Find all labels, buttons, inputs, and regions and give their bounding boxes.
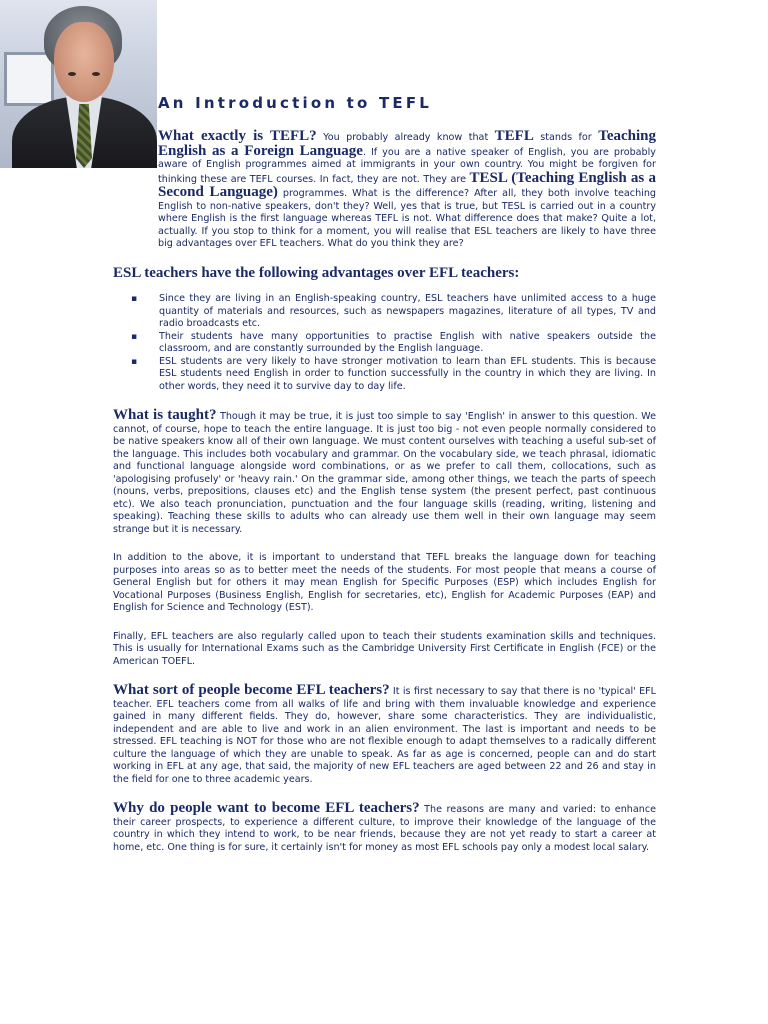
bullet-icon: ▪: [131, 331, 138, 342]
who-question: What sort of people become EFL teachers?: [113, 682, 390, 698]
advantages-heading: ESL teachers have the following advantages over EFL teachers:: [113, 264, 520, 281]
exams-paragraph: Finally, EFL teachers are also regularly called upon to teach their students examination skills and techniques. This is usually for International Exams such as the Cambridge University First Certificate in English (FCE) or the American TOEFL.: [113, 630, 656, 667]
list-item: ▪ Their students have many opportunities to practise English with native speakers outside the classroom, and are constantly surrounded by the English language.: [131, 330, 656, 354]
advantages-list: [113, 293, 656, 393]
taught-question: What is taught?: [113, 407, 217, 423]
taught-paragraph: What is taught? Though it may be true, it is just too simple to say 'English' in answer to this question. We cannot, of course, hope to teach the entire language. It is just too big - not even people normally considered to be native speakers know all of their own language. We must content ourselves with teaching a useful sub-set of the language. This includes both vocabulary and grammar. On the vocabulary side, we teach phrasal, idiomatic and functional language alongside word combinations, or as we prefer to call them, collocations, such as 'apologising profusely' or 'heavy rain.' On the grammar side, among other things, we teach the parts of speech (nouns, verbs, prepositions, clauses etc) and the English tense system (the present perfect, past continuous etc). We also teach pronunciation, punctuation and the four language skills (reading, writing, listening and speaking). Teaching these skills to adults who can already use them well in their own language may seem strange but it is necessary.: [113, 407, 656, 535]
intro-paragraph: What exactly is TEFL? You probably already know that TEFL stands for Teaching English as a Foreign Language. If you are a native speaker of English, you are probably aware of English programmes aimed at immigrants in your own country. You might be forgiven for thinking these are TEFL courses. In fact, they are not. They are TESL (Teaching English as a Second Language) programmes. What is the difference? After all, they both involve teaching English to non-native speakers, don't they? Well, yes that is true, but TESL is carried out in a country where English is the first language whereas TEFL is not. What difference does that make? Quite a lot, actually. If you stop to think for a moment, you will realise that ESL teachers are likely to have three big advantages over EFL teachers. What do you think they are?: [158, 128, 657, 249]
bullet-icon: ▪: [131, 294, 138, 304]
document-body: [113, 130, 656, 854]
list-item: ▪ ESL students are very likely to have stronger motivation to learn than EFL students. This is because ESL students need English in order to function successfully in the country in which they are living. In other words, they need it to survive day to day life.: [131, 355, 656, 392]
intro-question: What exactly is TEFL?: [158, 128, 317, 144]
why-paragraph: Why do people want to become EFL teachers? The reasons are many and varied: to enhance their career prospects, to experience a different culture, to improve their knowledge of the language of the country in which they intend to work, to be near friends, because they are not yet ready to start a career at home, etc. One thing is for sure, it certainly isn't for money as most EFL schools pay only a modest local salary.: [113, 800, 656, 853]
purposes-paragraph: In addition to the above, it is important to understand that TEFL breaks the language down for teaching purposes into areas so as to better meet the needs of the students. For most people that means a course of General English but for others it may mean English for Specific Purposes (ESP) which includes English for Vocational Purposes (Business English, English for secretaries, etc), English for Academic Purposes (EAP) and English for Science and Technology (EST).: [113, 552, 656, 613]
list-item: ▪ Since they are living in an English-speaking country, ESL teachers have unlimited access to a huge quantity of materials and resources, such as newspapers magazines, literature of all types, TV and radio broadcasts etc.: [131, 293, 656, 329]
who-paragraph: What sort of people become EFL teachers? It is first necessary to say that there is no 'typical' EFL teacher. EFL teachers come from all walks of life and bring with them invaluable knowledge and experience gained in many different fields. They do, however, share some characteristics. They are individualistic, independent and are able to live and work in an alien environment. The last is important and needs to be stressed. EFL teaching is NOT for those who are not flexible enough to adapt themselves to a radically different culture the language of which they are unable to speak. As far as age is concerned, people can and do start working in EFL at any age, that said, the majority of new EFL teachers are aged between 22 and 26 and stay in the field for one to three academic years.: [113, 682, 656, 785]
page-title: An Introduction to TEFL: [158, 94, 433, 112]
bullet-icon: ▪: [131, 356, 138, 367]
why-question: Why do people want to become EFL teachers?: [113, 800, 420, 816]
